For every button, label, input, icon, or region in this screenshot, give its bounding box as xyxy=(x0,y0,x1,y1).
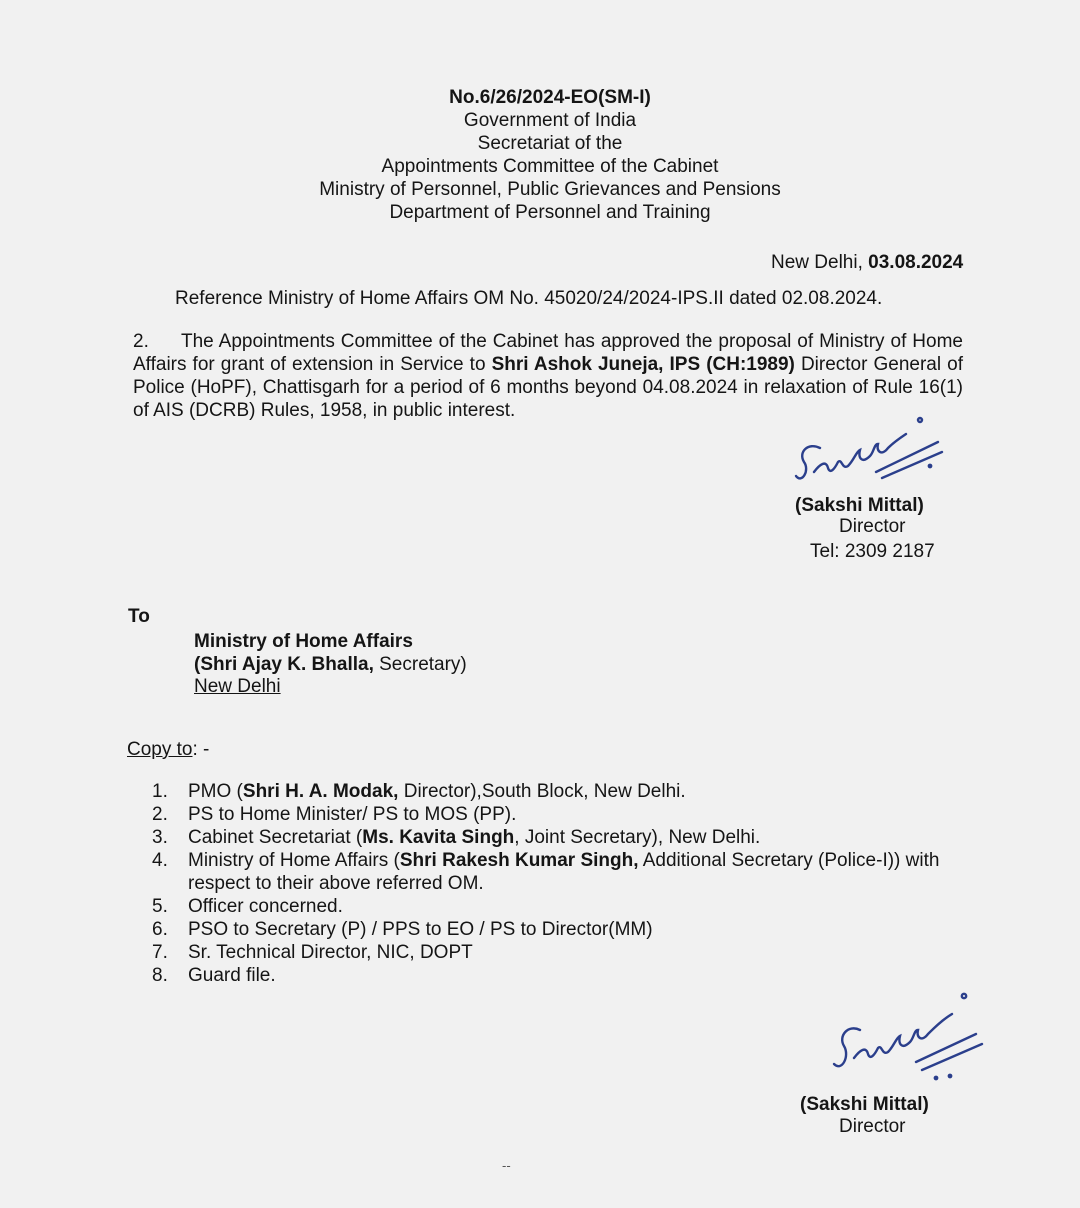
list-item: 7. Sr. Technical Director, NIC, DOPT xyxy=(152,942,473,963)
list-item: 8. Guard file. xyxy=(152,965,276,986)
paragraph-text-2: Director General of Police (HoPF), Chattisgarh for a period of 6 months beyond 04.08.2024 in relaxation of Rule 16(1) of AIS (DCRB) Rules, 1958, in public interest. xyxy=(133,354,963,421)
signatory-1-name: (Sakshi Mittal) xyxy=(795,495,924,516)
list-item: respect to their above referred OM. xyxy=(188,873,484,894)
letterhead-line-5: Department of Personnel and Training xyxy=(389,202,711,223)
signatory-2-designation: Director xyxy=(839,1116,906,1137)
signatory-1-designation: Director xyxy=(839,516,906,537)
handwritten-signature-icon xyxy=(826,988,986,1088)
letterhead xyxy=(0,86,1080,224)
copy-to-heading xyxy=(127,739,209,761)
to-label: To xyxy=(128,606,150,627)
handwritten-signature-icon xyxy=(790,412,950,497)
list-item: 3. Cabinet Secretariat (Ms. Kavita Singh, Joint Secretary), New Delhi. xyxy=(152,827,761,848)
date: 03.08.2024 xyxy=(868,252,964,273)
letterhead-line-3: Appointments Committee of the Cabinet xyxy=(381,156,719,177)
letterhead-line-2: Secretariat of the xyxy=(477,133,623,154)
letterhead-line-1: Government of India xyxy=(463,110,637,131)
copy-to-label: Copy to xyxy=(127,739,193,760)
copy-to-suffix: : - xyxy=(192,739,210,760)
to-person xyxy=(194,654,467,676)
place-date xyxy=(771,252,963,274)
to-person-title: Secretary) xyxy=(373,654,467,675)
reference-line: Reference Ministry of Home Affairs OM No. 45020/24/2024-IPS.II dated 02.08.2024. xyxy=(175,288,883,309)
signatory-1-tel: Tel: 2309 2187 xyxy=(810,541,935,562)
list-item: 5. Officer concerned. xyxy=(152,896,343,917)
officer-name: Shri Ashok Juneja, IPS (CH:1989) xyxy=(491,354,795,375)
list-item: 2. PS to Home Minister/ PS to MOS (PP). xyxy=(152,804,517,825)
signature-2 xyxy=(826,988,986,1088)
signatory-1-block xyxy=(795,494,955,517)
footer-mark: -- xyxy=(502,1158,511,1173)
list-item: 1. PMO (Shri H. A. Modak, Director),South Block, New Delhi. xyxy=(152,781,686,802)
signatory-2-name: (Sakshi Mittal) xyxy=(800,1094,929,1115)
paragraph-2 xyxy=(133,330,963,422)
paragraph-number: 2. xyxy=(133,331,149,352)
file-number: No.6/26/2024-EO(SM-I) xyxy=(449,87,651,108)
to-city: New Delhi xyxy=(194,676,281,697)
to-person-name: (Shri Ajay K. Bhalla, xyxy=(194,654,374,675)
signature-1 xyxy=(790,412,950,497)
list-item: 6. PSO to Secretary (P) / PPS to EO / PS to Director(MM) xyxy=(152,919,653,940)
paragraph-text-1: The Appointments Committee of the Cabinet has approved the proposal of Ministry of Home Affairs for grant of extension in Service to xyxy=(133,331,963,375)
copy-to-list xyxy=(152,780,939,987)
to-organisation: Ministry of Home Affairs xyxy=(194,631,413,652)
letterhead-line-4: Ministry of Personnel, Public Grievances and Pensions xyxy=(319,179,781,200)
list-item: 4. Ministry of Home Affairs (Shri Rakesh Kumar Singh, Additional Secretary (Police-I)) with xyxy=(152,850,940,871)
place: New Delhi, xyxy=(771,252,869,273)
